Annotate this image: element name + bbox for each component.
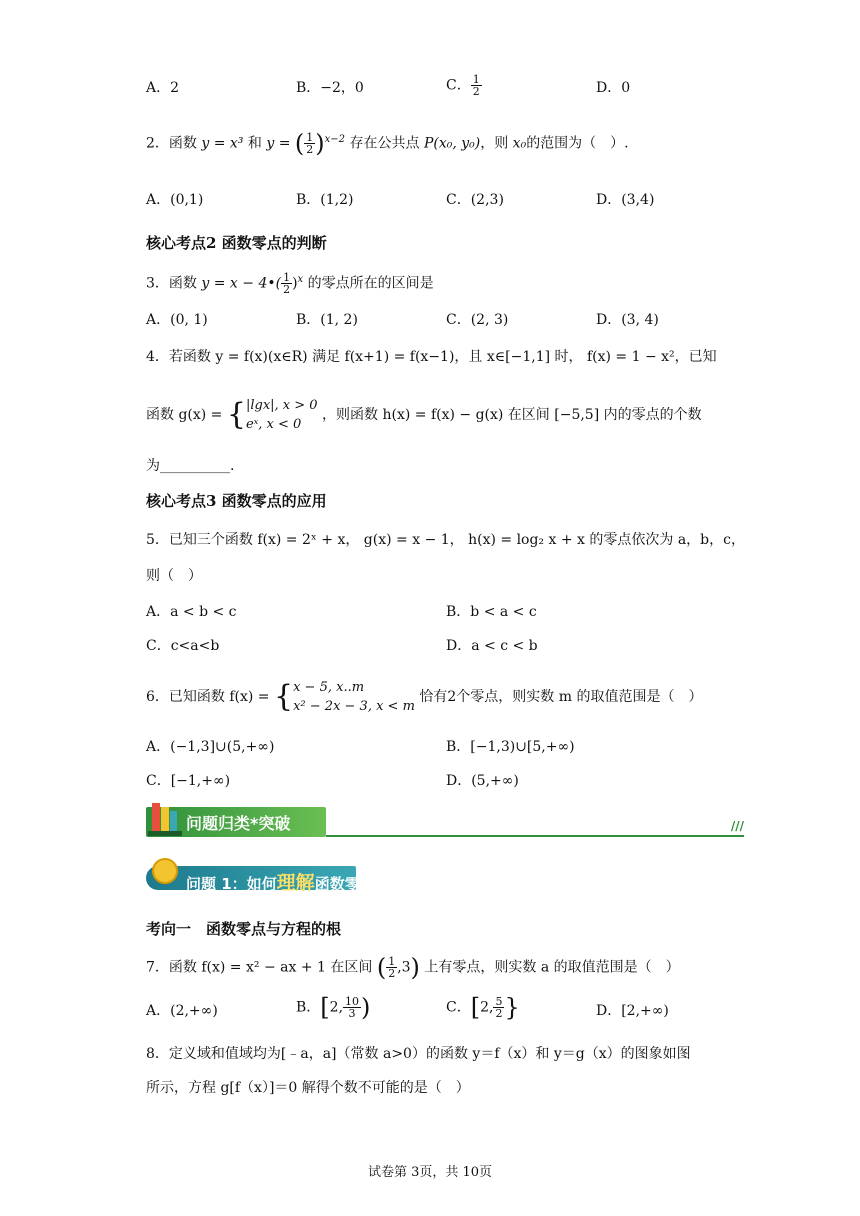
q2-option-c: C．(2,3) [446, 192, 504, 208]
q6-option-b: B．[−1,3)∪[5,+∞) [446, 739, 575, 755]
q6-option-c: C．[−1,+∞) [146, 773, 231, 789]
question-8-line-1: 8．定义域和值域均为[﹣a，a]（常数 a>0）的函数 y＝f（x）和 y＝g（x）的图象如图 [146, 1046, 691, 1062]
q6-option-d: D．(5,+∞) [446, 773, 519, 789]
q3-option-d: D．(3, 4) [596, 312, 659, 328]
question-3: 3．函数 y = x − 4•( $\frac{1}{2}$ )$^x$ 的零点所在的区间是 [146, 271, 434, 297]
q5-option-b: B．b < a < c [446, 604, 537, 620]
q2-option-b: B．(1,2) [296, 192, 354, 208]
question-4-line-3: 为__________. [146, 458, 235, 474]
q5-option-d: D．a < c < b [446, 638, 538, 654]
q5-option-a: A．a < b < c [146, 604, 237, 620]
question-banner [146, 858, 384, 894]
q2-option-d: D．(3,4) [596, 192, 655, 208]
topic-heading: 考向一 函数零点与方程的根 [146, 920, 342, 938]
q2-option-a: A．(0,1) [146, 192, 204, 208]
question-5-line-2: 则（ ） [146, 568, 202, 584]
q7-option-c: C．[2, $\frac{5}{2}$ } [446, 993, 520, 1022]
question-4-line-1: 4．若函数 y = f(x)(x∈R) 满足 f(x+1) = f(x−1)，且 x∈[−1,1] 时， f(x) = 1 − x²，已知 [146, 349, 717, 365]
banner-title: 问题归类*突破 [186, 814, 291, 833]
q5-option-c: C．c<a<b [146, 638, 220, 654]
q3-option-a: A．(0, 1) [146, 312, 208, 328]
q3-option-c: C．(2, 3) [446, 312, 509, 328]
q7-option-a: A．(2,+∞) [146, 1003, 218, 1019]
question-banner-title: 问题 1：如何理解函数零点? [186, 872, 384, 894]
question-4-line-2: 函数 g(x) = { |lgx|, x > 0 eˣ, x < 0 ，则函数 h(x) = f(x) − g(x) 在区间 [−5,5] 内的零点的个数 [146, 397, 702, 432]
q3-option-b: B．(1, 2) [296, 312, 358, 328]
q7-option-d: D．[2,+∞) [596, 1003, 669, 1019]
section-banner [146, 807, 744, 837]
q1-option-c: C． $\frac{1}{2}$ [446, 73, 480, 98]
q7-option-b: B．[2, $\frac{10}{3}$ ) [296, 993, 371, 1022]
lightbulb-icon [152, 858, 178, 884]
q1-option-a: A．2 [146, 80, 180, 96]
q1-option-b: B．−2，0 [296, 80, 364, 96]
ruler-book-icon [148, 801, 182, 837]
question-2: 2．函数 y = x³ 和 y = ( $\frac{1}{2}$ )$^{x-2}$ 存在公共点 P(x₀, y₀)，则 x₀的范围为（ ）. [146, 129, 629, 158]
page-footer: 试卷第 3页，共 10页 [367, 1165, 493, 1180]
question-6: 6．已知函数 f(x) = { x − 5, x..m x² − 2x − 3, x < m 恰有2个零点，则实数 m 的取值范围是（ ） [146, 679, 703, 714]
q1-option-d: D．0 [596, 80, 631, 96]
banner-underline [326, 835, 744, 837]
question-5-line-1: 5．已知三个函数 f(x) = 2ˣ + x， g(x) = x − 1， h(x) = log₂ x + x 的零点依次为 a，b，c， [146, 532, 745, 548]
question-8-line-2: 所示，方程 g[f（x）]＝0 解得个数不可能的是（ ） [146, 1080, 470, 1096]
section-heading-2: 核心考点2 函数零点的判断 [146, 234, 327, 252]
q6-option-a: A．(−1,3]∪(5,+∞) [146, 739, 275, 755]
question-7: 7．函数 f(x) = x² − ax + 1 在区间 ( $\frac{1}{2}$ ,3) 上有零点，则实数 a 的取值范围是（ ） [146, 953, 680, 982]
banner-mark: /// [730, 819, 744, 833]
section-heading-3: 核心考点3 函数零点的应用 [146, 492, 327, 510]
